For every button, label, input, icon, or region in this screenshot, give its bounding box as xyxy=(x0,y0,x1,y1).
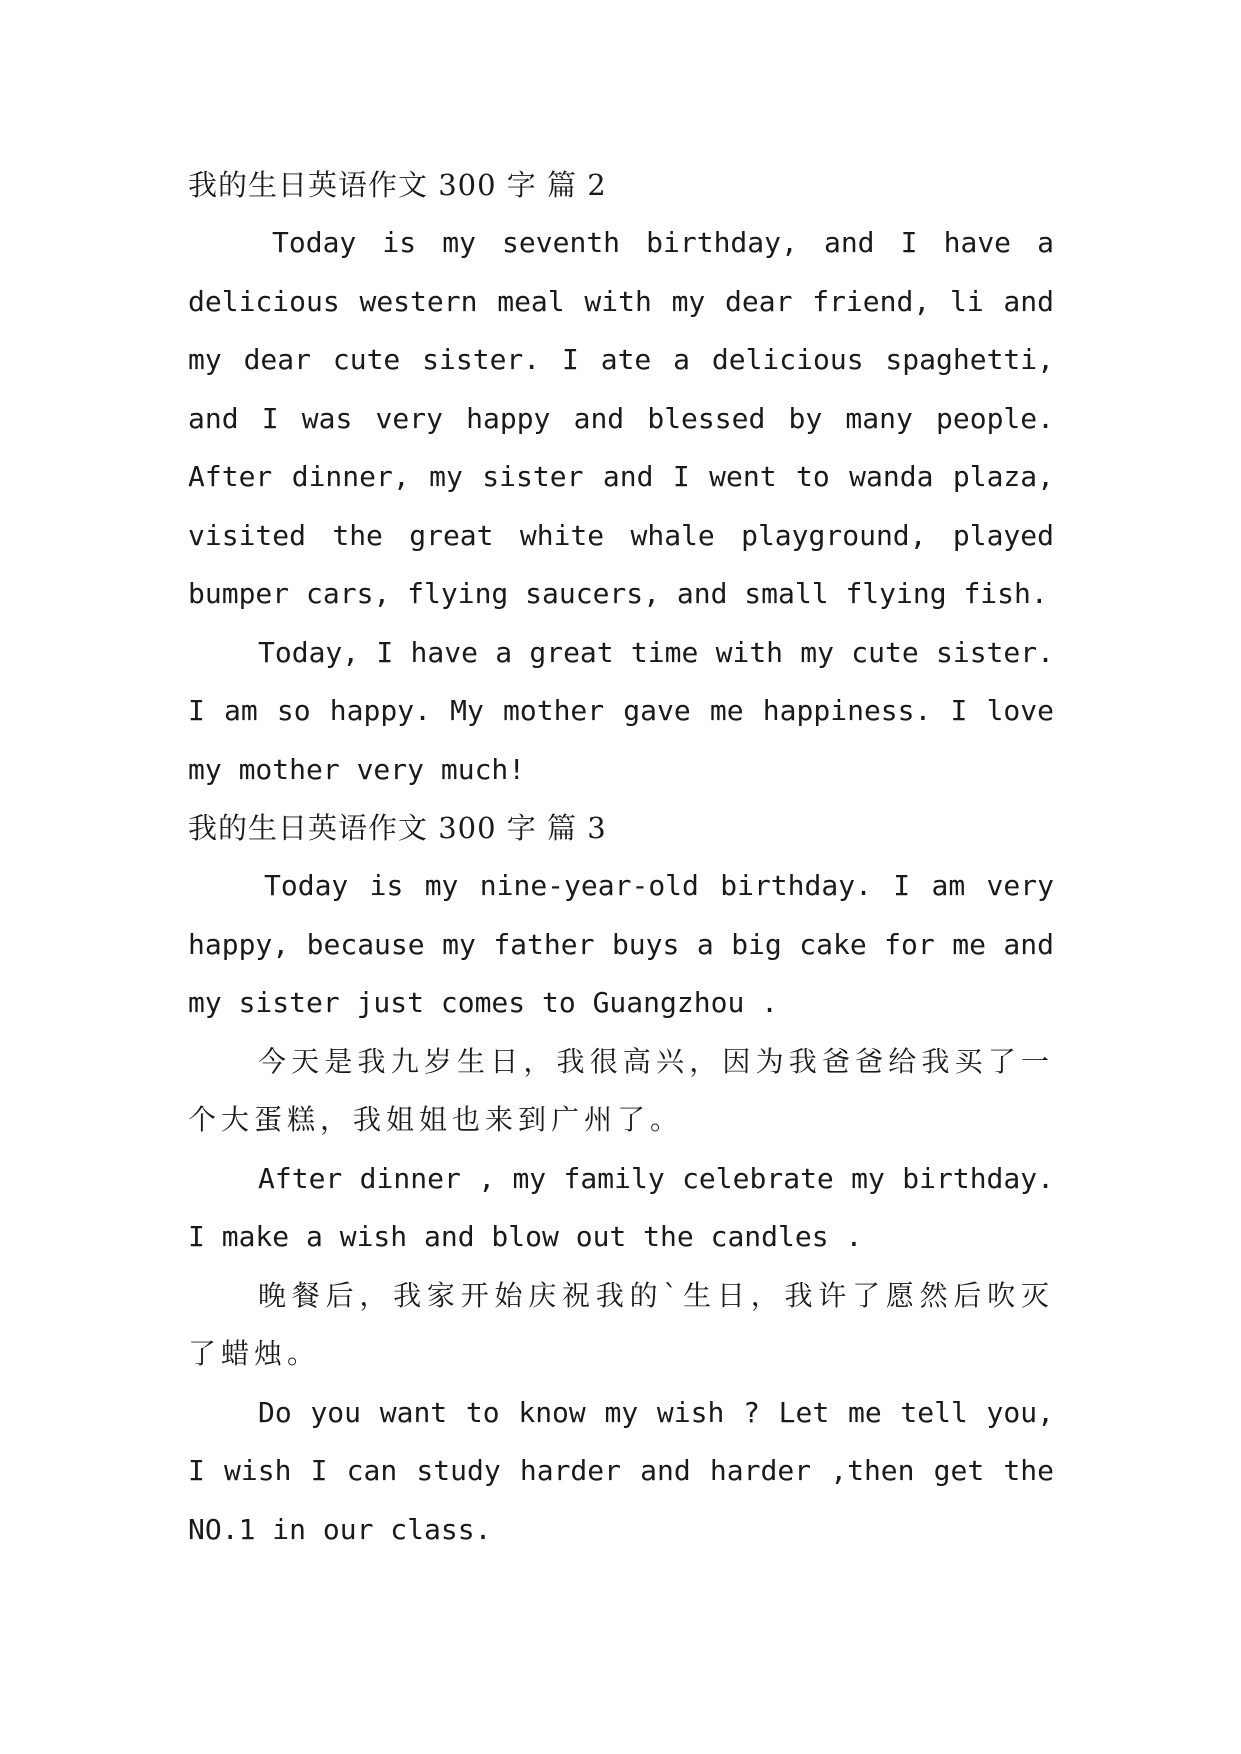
paragraph-chinese: 今天是我九岁生日，我很高兴，因为我爸爸给我买了一个大蛋糕，我姐姐也来到广州了。 xyxy=(188,1044,1054,1136)
paragraph: Do you want to know my wish ? Let me tell you, I wish I can study harder and harder ,then get the NO.1 in our class. xyxy=(188,1395,1054,1546)
document-page xyxy=(188,156,1054,1559)
paragraph-chinese: 晚餐后，我家开始庆祝我的`生日，我许了愿然后吹灭了蜡烛。 xyxy=(188,1278,1054,1370)
paragraph: Today, I have a great time with my cute sister. I am so happy. My mother gave me happiness. I love my mother very much! xyxy=(188,635,1054,786)
paragraph: Today is my nine-year-old birthday. I am very happy, because my father buys a big cake for me and my sister just comes to Guangzhou . xyxy=(188,869,1054,1019)
section-heading: 我的生日英语作文 300 字 篇 3 xyxy=(188,811,607,845)
paragraph: After dinner , my family celebrate my birthday. I make a wish and blow out the candles . xyxy=(188,1161,1054,1253)
section-heading: 我的生日英语作文 300 字 篇 2 xyxy=(188,168,607,202)
paragraph: Today is my seventh birthday, and I have a delicious western meal with my dear friend, li and my dear cute sister. I ate a delicious spaghetti, and I was very happy and blessed by many people. After dinner, my sister and I went to wanda plaza, visited the great white whale playground, played bumper cars, flying saucers, and small flying fish. xyxy=(188,226,1054,610)
